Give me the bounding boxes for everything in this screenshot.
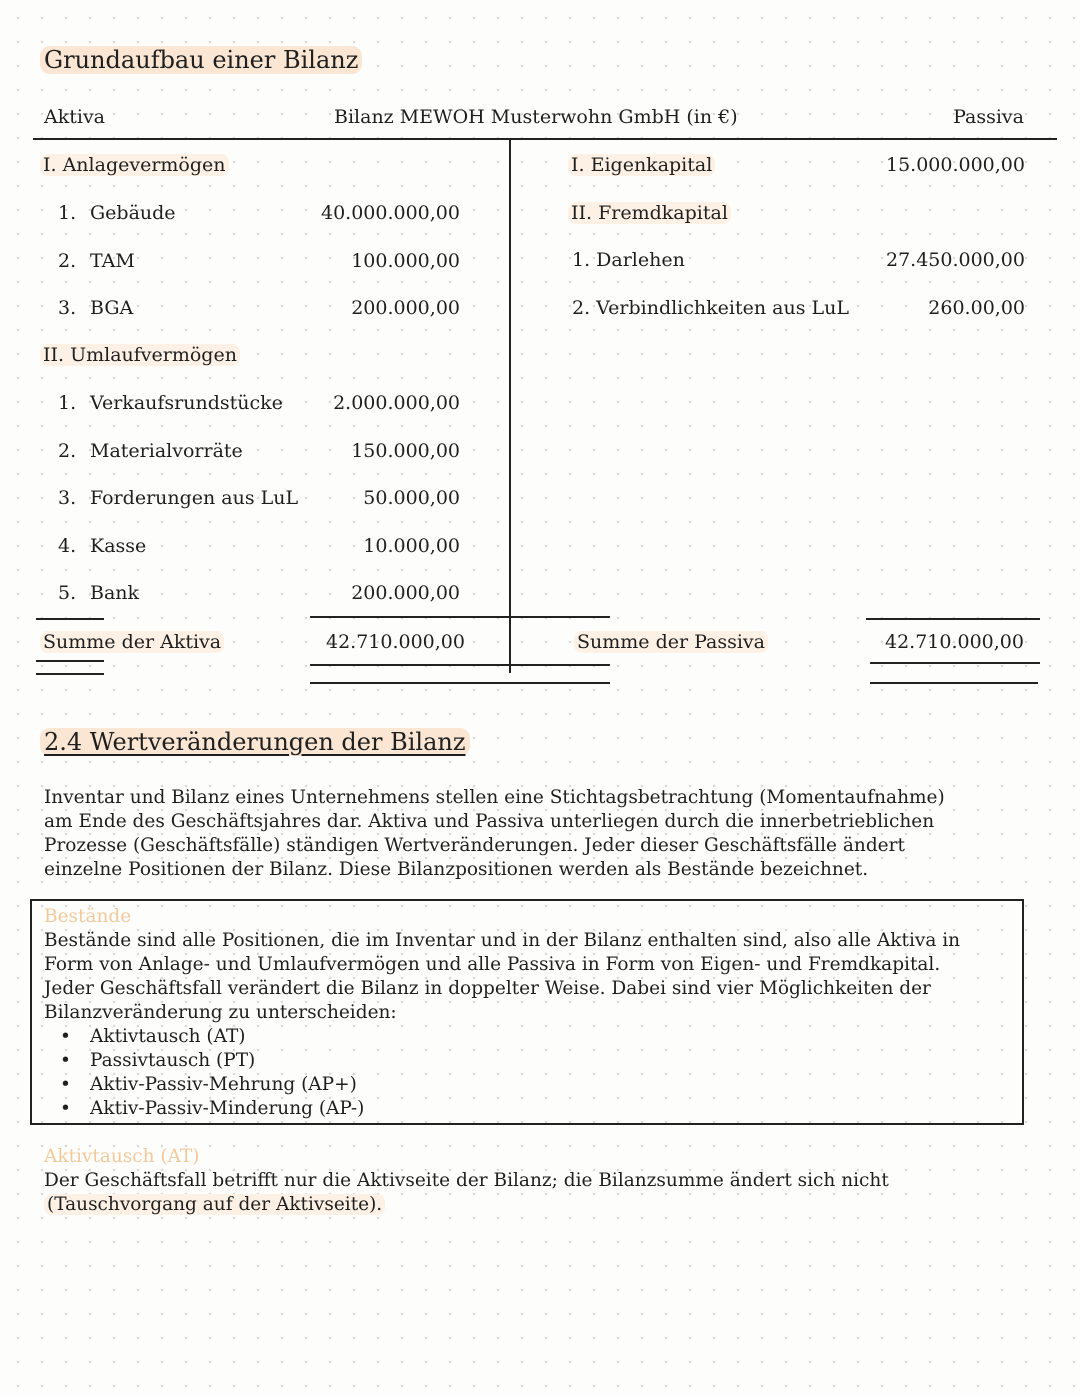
aktiva-item-number: 1.	[58, 392, 77, 414]
list-item: • Passivtausch (PT)	[44, 1049, 960, 1073]
header-aktiva: Aktiva	[44, 106, 106, 128]
list-item: • Aktiv-Passiv-Minderung (AP-)	[44, 1097, 960, 1121]
aktivtausch-heading: Aktivtausch (AT)	[44, 1146, 200, 1167]
aktiva-item-label: Verkaufsrundstücke	[90, 392, 283, 414]
aktiva-item-label: Gebäude	[90, 202, 176, 224]
section-title: 2.4 Wertveränderungen der Bilanz	[40, 728, 470, 756]
aktiva-item-label: Bank	[90, 582, 140, 605]
aktiva-item-label: Forderungen aus LuL	[90, 487, 299, 510]
passiva-group-eigenkapital: I. Eigenkapital	[568, 154, 715, 176]
bullet-list	[44, 1025, 960, 1121]
aktiva-sum-label: Summe der Aktiva	[40, 631, 224, 653]
passiva-eigenkapital-value: 15.000.000,00	[885, 154, 1025, 176]
aktiva-item-number: 3.	[58, 297, 77, 320]
aktiva-sum-rule-2	[310, 682, 610, 684]
aktiva-item-value: 150.000,00	[351, 439, 460, 462]
aktiva-group-umlaufvermoegen: II. Umlaufvermögen	[40, 344, 240, 366]
header-passiva: Passiva	[953, 106, 1024, 128]
aktiva-label-rule	[36, 618, 104, 620]
aktiva-item-label: TAM	[90, 249, 135, 272]
aktiva-item-label: Kasse	[90, 534, 147, 557]
passiva-sum-label: Summe der Passiva	[574, 631, 768, 653]
aktiva-item-number: 3.	[58, 487, 77, 510]
aktiva-double-rule-2	[36, 673, 104, 675]
t-account-top-line	[33, 138, 1057, 140]
aktiva-sum-value: 42.710.000,00	[325, 631, 465, 653]
intro-paragraph: Inventar und Bilanz eines Unternehmens stellen eine Stichtagsbetrachtung (Momentaufnahme) am Ende des Geschäftsjahres dar. Aktiva und Passiva unterliegen durch die innerbetrieblichen Prozesse (Geschäftsfälle) ständigen Wertveränderungen. Jeder dieser Geschäftsfälle ändert einzelne Positionen der Bilanz. Diese Bilanzpositionen werden als Bestände bezeichnet.	[44, 787, 945, 880]
list-item: • Aktivtausch (AT)	[44, 1025, 960, 1049]
aktiva-group-anlagevermoegen: I. Anlagevermögen	[40, 154, 229, 176]
aktiva-item-number: 2.	[58, 439, 77, 462]
passiva-item-label: 2. Verbindlichkeiten aus LuL	[572, 297, 849, 319]
aktivtausch-section: Aktivtausch (AT) Der Geschäftsfall betrifft nur die Aktivseite der Bilanz; die Bilanzsumme ändert sich nicht (Tauschvorgang auf der Aktivseite).	[44, 1146, 889, 1215]
aktiva-item-label: Materialvorräte	[90, 439, 243, 462]
aktiva-item-number: 2.	[58, 249, 77, 272]
passiva-sum-value: 42.710.000,00	[884, 631, 1024, 653]
passiva-item-label: 1. Darlehen	[572, 249, 685, 271]
definition-heading: Bestände	[44, 906, 132, 927]
aktiva-item-value: 50.000,00	[363, 487, 460, 510]
section-title: Grundaufbau einer Bilanz	[40, 46, 362, 74]
aktiva-item-value: 100.000,00	[351, 249, 460, 272]
aktiva-item-value: 200.000,00	[351, 582, 460, 605]
aktiva-value-rule	[310, 616, 610, 618]
aktiva-item-label: BGA	[90, 297, 134, 320]
aktiva-item-value: 2.000.000,00	[333, 392, 460, 414]
t-account-center-line	[509, 139, 511, 673]
passiva-sum-rule-2	[870, 682, 1038, 684]
list-item: • Aktiv-Passiv-Mehrung (AP+)	[44, 1073, 960, 1097]
aktiva-item-number: 4.	[58, 534, 77, 557]
passiva-sum-rule-1	[870, 662, 1040, 664]
aktiva-item-value: 40.000.000,00	[320, 202, 460, 224]
aktiva-sum-rule-1	[310, 664, 610, 666]
aktiva-item-value: 10.000,00	[363, 534, 460, 557]
definition-box-content: Bestände Bestände sind alle Positionen, die im Inventar und in der Bilanz enthalten sind, also alle Aktiva in Form von Anlage- und Umlaufvermögen und alle Passiva in Form von Eigen- und Fremdkapital. Jeder Geschäftsfall verändert die Bilanz in doppelter Weise. Dabei sind vier Möglichkeiten der Bilanzveränderung zu unterscheiden: • Aktivtausch (AT) • Passivtausch (PT) • Aktiv-Passiv-Mehrung (AP+) • Aktiv-Passiv-Minderung (AP-)	[44, 905, 960, 1121]
aktiva-item-number: 1.	[58, 202, 77, 224]
header-balance-title: Bilanz MEWOH Musterwohn GmbH (in €)	[334, 106, 738, 128]
passiva-group-fremdkapital: II. Fremdkapital	[568, 202, 731, 224]
aktiva-item-number: 5.	[58, 582, 77, 605]
passiva-item-value: 27.450.000,00	[885, 249, 1025, 271]
passiva-value-rule	[866, 618, 1040, 620]
aktiva-item-value: 200.000,00	[351, 297, 460, 320]
passiva-item-value: 260.00,00	[928, 297, 1025, 319]
aktiva-double-rule-1	[36, 660, 104, 662]
